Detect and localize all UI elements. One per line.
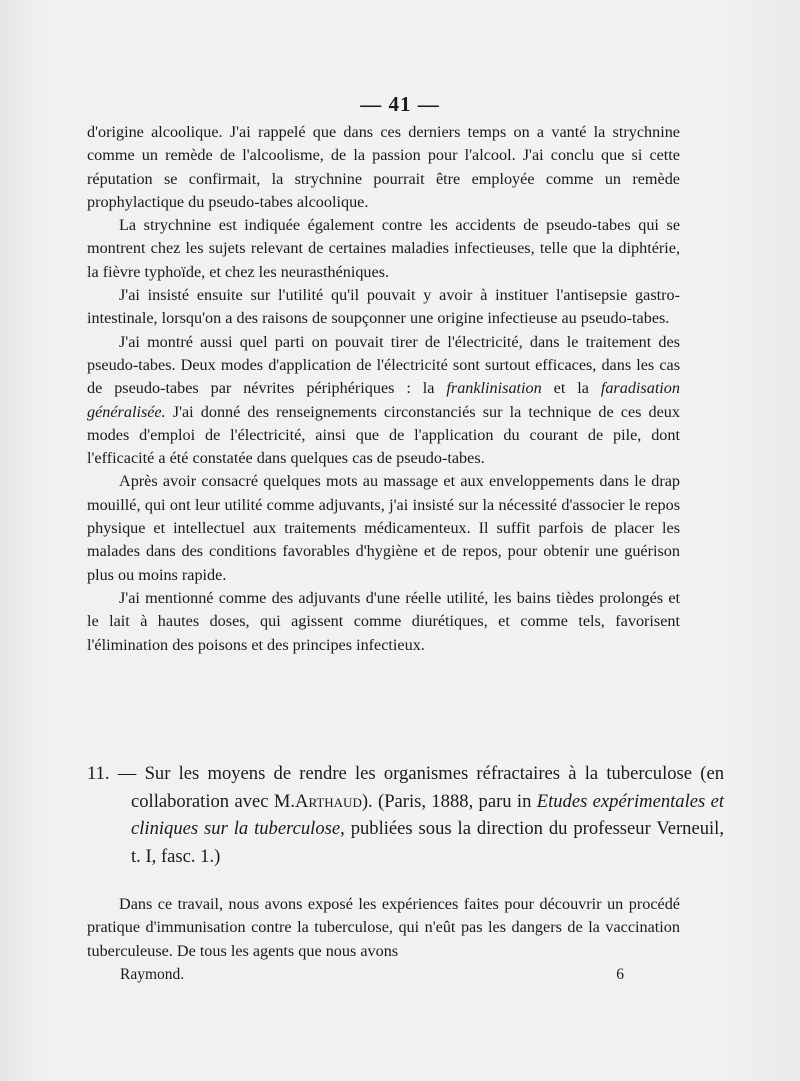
footer-sheet-number: 6 — [616, 966, 624, 983]
page-number: — 41 — — [360, 92, 440, 116]
page-footer — [120, 966, 624, 984]
section-heading — [87, 760, 724, 870]
section-citation-a: ). (Paris, 1888, paru in — [361, 790, 537, 812]
paragraph-2: La strychnine est indiquée également contre les accidents de pseudo-tabes qui se montrent chez les sujets relevant de certaines maladies infectieuses, telle que la diphtérie, la fièvre typhoïde, et chez les neurasthéniques. — [87, 216, 680, 281]
section-title: — Sur les moyens de rendre les organismes réfractaires à la tuberculose (en collaboration avec M. — [109, 763, 724, 812]
paragraph-4 — [87, 331, 680, 471]
term-faradisation: faradisation généralisée. — [87, 379, 680, 421]
section-number: 11. — [87, 763, 110, 784]
section-paragraph: Dans ce travail, nous avons exposé les expériences faites pour découvrir un procédé pratique d'immunisation contre la tuberculose, qui n'eût pas les dangers de la vaccination tuberculeuse. De tous les agents que nous avons — [87, 895, 680, 960]
paragraph-3: J'ai insisté ensuite sur l'utilité qu'il pouvait y avoir à instituer l'antisepsie gastro-intestinale, lorsqu'on a des raisons de soupçonner une origine infectieuse au pseudo-tabes. — [87, 286, 680, 328]
section-citation-b: , publiées sous la direction du professeur Verneuil, t. I, fasc. 1.) — [131, 818, 724, 867]
footer-signature: Raymond. — [120, 966, 185, 983]
section-body — [87, 893, 680, 963]
paragraph-1: d'origine alcoolique. J'ai rappelé que dans ces derniers temps on a vanté la strychnine comme un remède de l'alcoolisme, de la passion pour l'alcool. J'ai conclu que si cette réputation se confirmait, la strychnine pourrait être employée comme un remède prophylactique du pseudo-tabes alcoolique. — [87, 123, 680, 211]
body-text — [87, 121, 680, 657]
paragraph-4-text-c: J'ai donné des renseignements circonstanciés sur la technique de ces deux modes d'emploi de l'électricité, ainsi que de l'application du courant de pile, dont l'efficacité a été constatée dans quelques cas de pseudo-tabes. — [87, 402, 680, 468]
paragraph-4-text-b: et la — [541, 379, 601, 398]
coauthor-name: Arthaud — [295, 790, 362, 812]
paragraph-4-text-a: J'ai montré aussi quel parti on pouvait tirer de l'électricité, dans le traitement des pseudo-tabes. Deux modes d'application de l'électricité sont surtout efficaces, dans les cas de pseudo-tabes par névrites périphériques : la — [87, 332, 680, 398]
paragraph-6: J'ai mentionné comme des adjuvants d'une réelle utilité, les bains tièdes prolongés et le lait à hautes doses, qui agissent comme diurétiques, et comme tels, favorisent l'élimination des poisons et des principes infectieux. — [87, 588, 680, 654]
journal-title: Etudes expérimentales et cliniques sur la tuberculose — [131, 790, 724, 839]
paragraph-5: Après avoir consacré quelques mots au massage et aux enveloppements dans le drap mouillé, qui ont leur utilité comme adjuvants, j'ai insisté sur la nécessité d'associer le repos physique et intellectuel aux traitements médicamenteux. Il suffit parfois de placer les malades dans des conditions favorables d'hygiène et de repos, pour obtenir une guérison plus ou moins rapide. — [87, 472, 680, 584]
term-franklinisation: franklinisation — [446, 379, 542, 398]
